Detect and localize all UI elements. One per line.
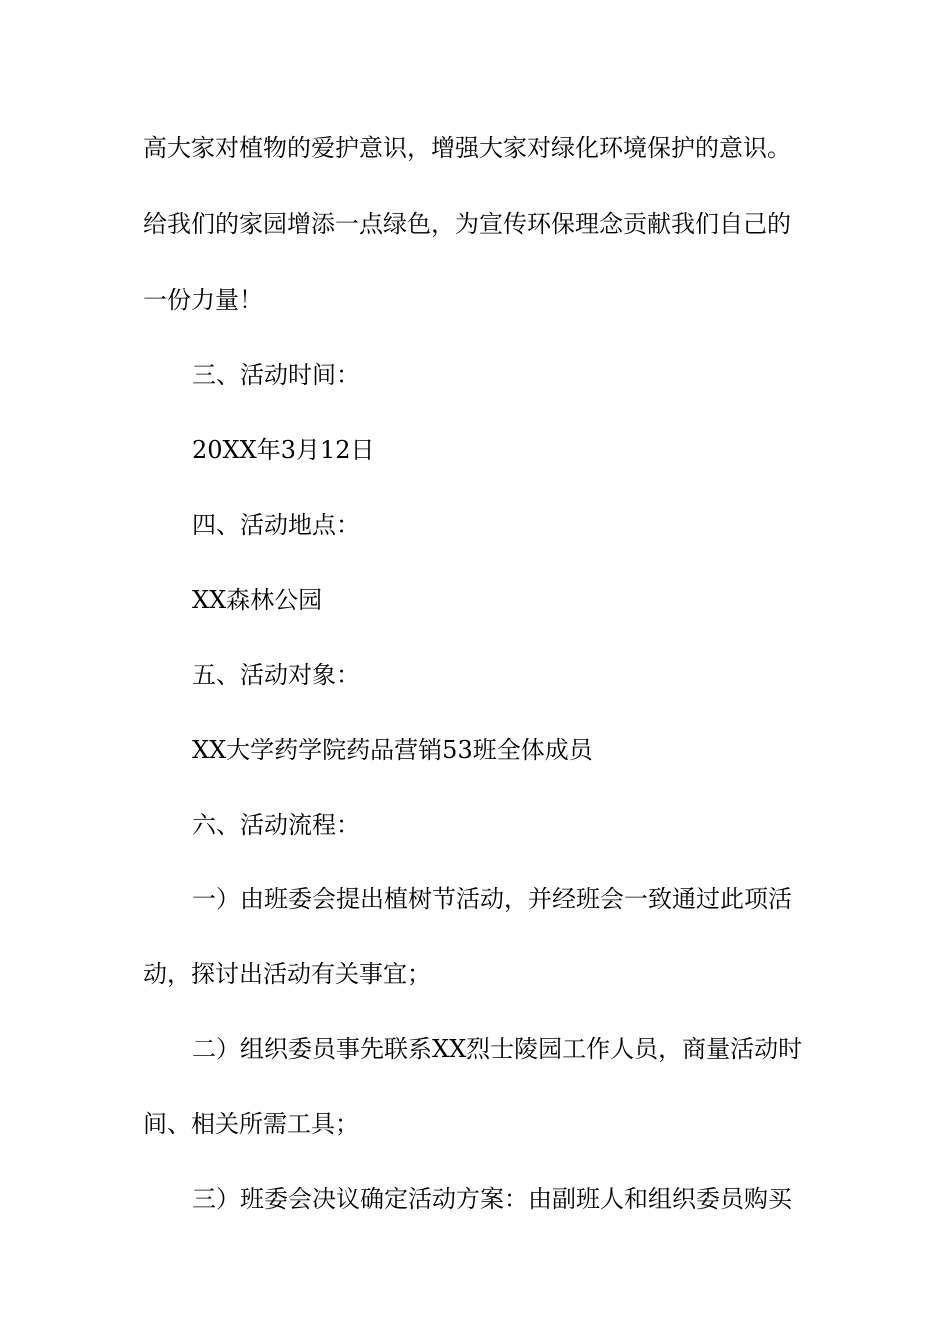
paragraph-line: 一份力量！ (143, 286, 263, 314)
paragraph-line: 给我们的家园增添一点绿色，为宣传环保理念贡献我们自己的 (143, 210, 791, 238)
section-heading-process: 六、活动流程： (192, 811, 360, 839)
section-heading-target: 五、活动对象： (192, 661, 360, 689)
process-step-line: 一）由班委会提出植树节活动，并经班会一致通过此项活 (192, 885, 792, 913)
process-step-line: 二）组织委员事先联系XX烈士陵园工作人员，商量活动时 (192, 1035, 803, 1063)
process-step-line: 动，探讨出活动有关事宜； (143, 960, 431, 988)
activity-location: XX森林公园 (192, 586, 323, 614)
process-step-line: 间、相关所需工具； (143, 1110, 359, 1138)
process-step-line: 三）班委会决议确定活动方案：由副班人和组织委员购买 (192, 1185, 792, 1213)
activity-target: XX大学药学院药品营销53班全体成员 (192, 736, 593, 764)
paragraph-line: 高大家对植物的爱护意识，增强大家对绿化环境保护的意识。 (143, 134, 791, 162)
section-heading-time: 三、活动时间： (192, 361, 360, 389)
section-heading-location: 四、活动地点： (192, 511, 360, 539)
activity-date: 20XX年3月12日 (192, 436, 375, 464)
